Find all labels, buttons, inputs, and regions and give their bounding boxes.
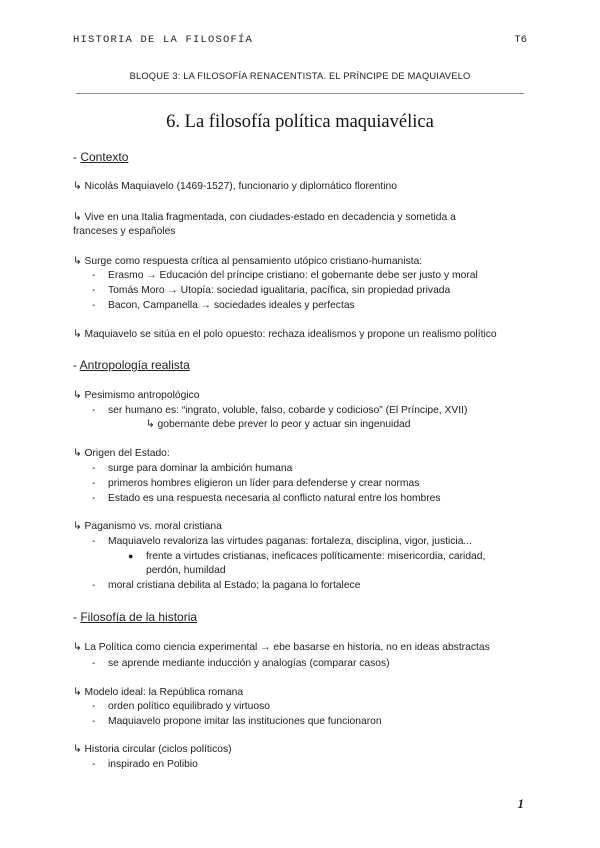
list-item: moral cristiana debilita al Estado; la pagana lo fortalece [108, 580, 361, 591]
header-subject: HISTORIA DE LA FILOSOFÍA [73, 34, 254, 46]
section-heading-historia: - Filosofía de la historia [73, 610, 198, 624]
list-dash: - [92, 405, 96, 416]
list-dash: - [92, 759, 96, 770]
sub-note: ↳ gobernante debe prever lo peor y actuar sin ingenuidad [146, 419, 411, 430]
antropologia-point-3: ↳ Paganismo vs. moral cristiana [73, 521, 222, 532]
historia-point-2: ↳ Modelo ideal: la República romana [73, 687, 244, 698]
list-dash: - [92, 285, 96, 296]
antropologia-point-1: ↳ Pesimismo antropológico [73, 390, 200, 401]
list-item: orden político equilibrado y virtuoso [108, 701, 270, 712]
header-divider [76, 93, 524, 94]
historia-point-1: ↳ La Política como ciencia experimental → ebe basarse en historia, no en ideas abstractas [73, 642, 490, 653]
contexto-point-4: ↳ Maquiavelo se sitúa en el polo opuesto: rechaza idealismos y propone un realismo político [73, 329, 497, 340]
bullet-item: frente a virtudes cristianas, ineficaces políticamente: misericordia, caridad, [146, 551, 486, 562]
bullet-dot: ● [128, 551, 134, 561]
list-item: Erasmo → Educación del príncipe cristiano: el gobernante debe ser justo y moral [108, 270, 478, 281]
list-dash: - [92, 536, 96, 547]
bullet-item-cont: perdón, humildad [146, 565, 226, 576]
block-subtitle: BLOQUE 3: LA FILOSOFÍA RENACENTISTA. EL PRÍNCIPE DE MAQUIAVELO [129, 71, 471, 81]
list-item: Maquiavelo revaloriza las virtudes paganas: fortaleza, disciplina, vigor, justicia... [108, 536, 473, 547]
list-dash: - [92, 300, 96, 311]
header-unit: T6 [514, 34, 527, 46]
list-dash: - [92, 580, 96, 591]
page-title: 6. La filosofía política maquiavélica [166, 112, 434, 132]
list-dash: - [92, 478, 96, 489]
historia-point-3: ↳ Historia circular (ciclos políticos) [73, 744, 232, 755]
section-heading-contexto: - Contexto [73, 150, 129, 164]
page-number: 1 [517, 796, 524, 811]
list-item: ser humano es: “ingrato, voluble, falso, cobarde y codicioso” (El Príncipe, XVII) [108, 405, 468, 416]
list-item: surge para dominar la ambición humana [108, 463, 293, 474]
list-item: Bacon, Campanella → sociedades ideales y perfectas [108, 300, 355, 311]
contexto-point-3: ↳ Surge como respuesta crítica al pensamiento utópico cristiano-humanista: [73, 256, 423, 267]
list-dash: - [92, 270, 96, 281]
list-dash: - [92, 701, 96, 712]
list-item: Maquiavelo propone imitar las instituciones que funcionaron [108, 716, 382, 727]
list-dash: - [92, 463, 96, 474]
list-item: primeros hombres eligieron un líder para defenderse y crear normas [108, 478, 420, 489]
contexto-point-2: ↳ Vive en una Italia fragmentada, con ciudades-estado en decadencia y sometida a [73, 212, 456, 223]
antropologia-point-2: ↳ Origen del Estado: [73, 448, 170, 459]
contexto-point-1: ↳ Nicolás Maquiavelo (1469-1527), funcionario y diplomático florentino [73, 181, 398, 192]
list-dash: - [92, 716, 96, 727]
list-item: se aprende mediante inducción y analogías (comparar casos) [108, 658, 390, 669]
list-item: Estado es una respuesta necesaria al conflicto natural entre los hombres [108, 493, 441, 504]
list-item: inspirado en Polibio [108, 759, 198, 770]
list-item: Tomás Moro → Utopía: sociedad igualitaria, pacífica, sin propiedad privada [108, 285, 451, 296]
list-dash: - [92, 493, 96, 504]
list-dash: - [92, 658, 96, 669]
section-heading-antropologia: - Antropología realista [73, 358, 190, 372]
contexto-point-2-cont: franceses y españoles [73, 226, 176, 237]
